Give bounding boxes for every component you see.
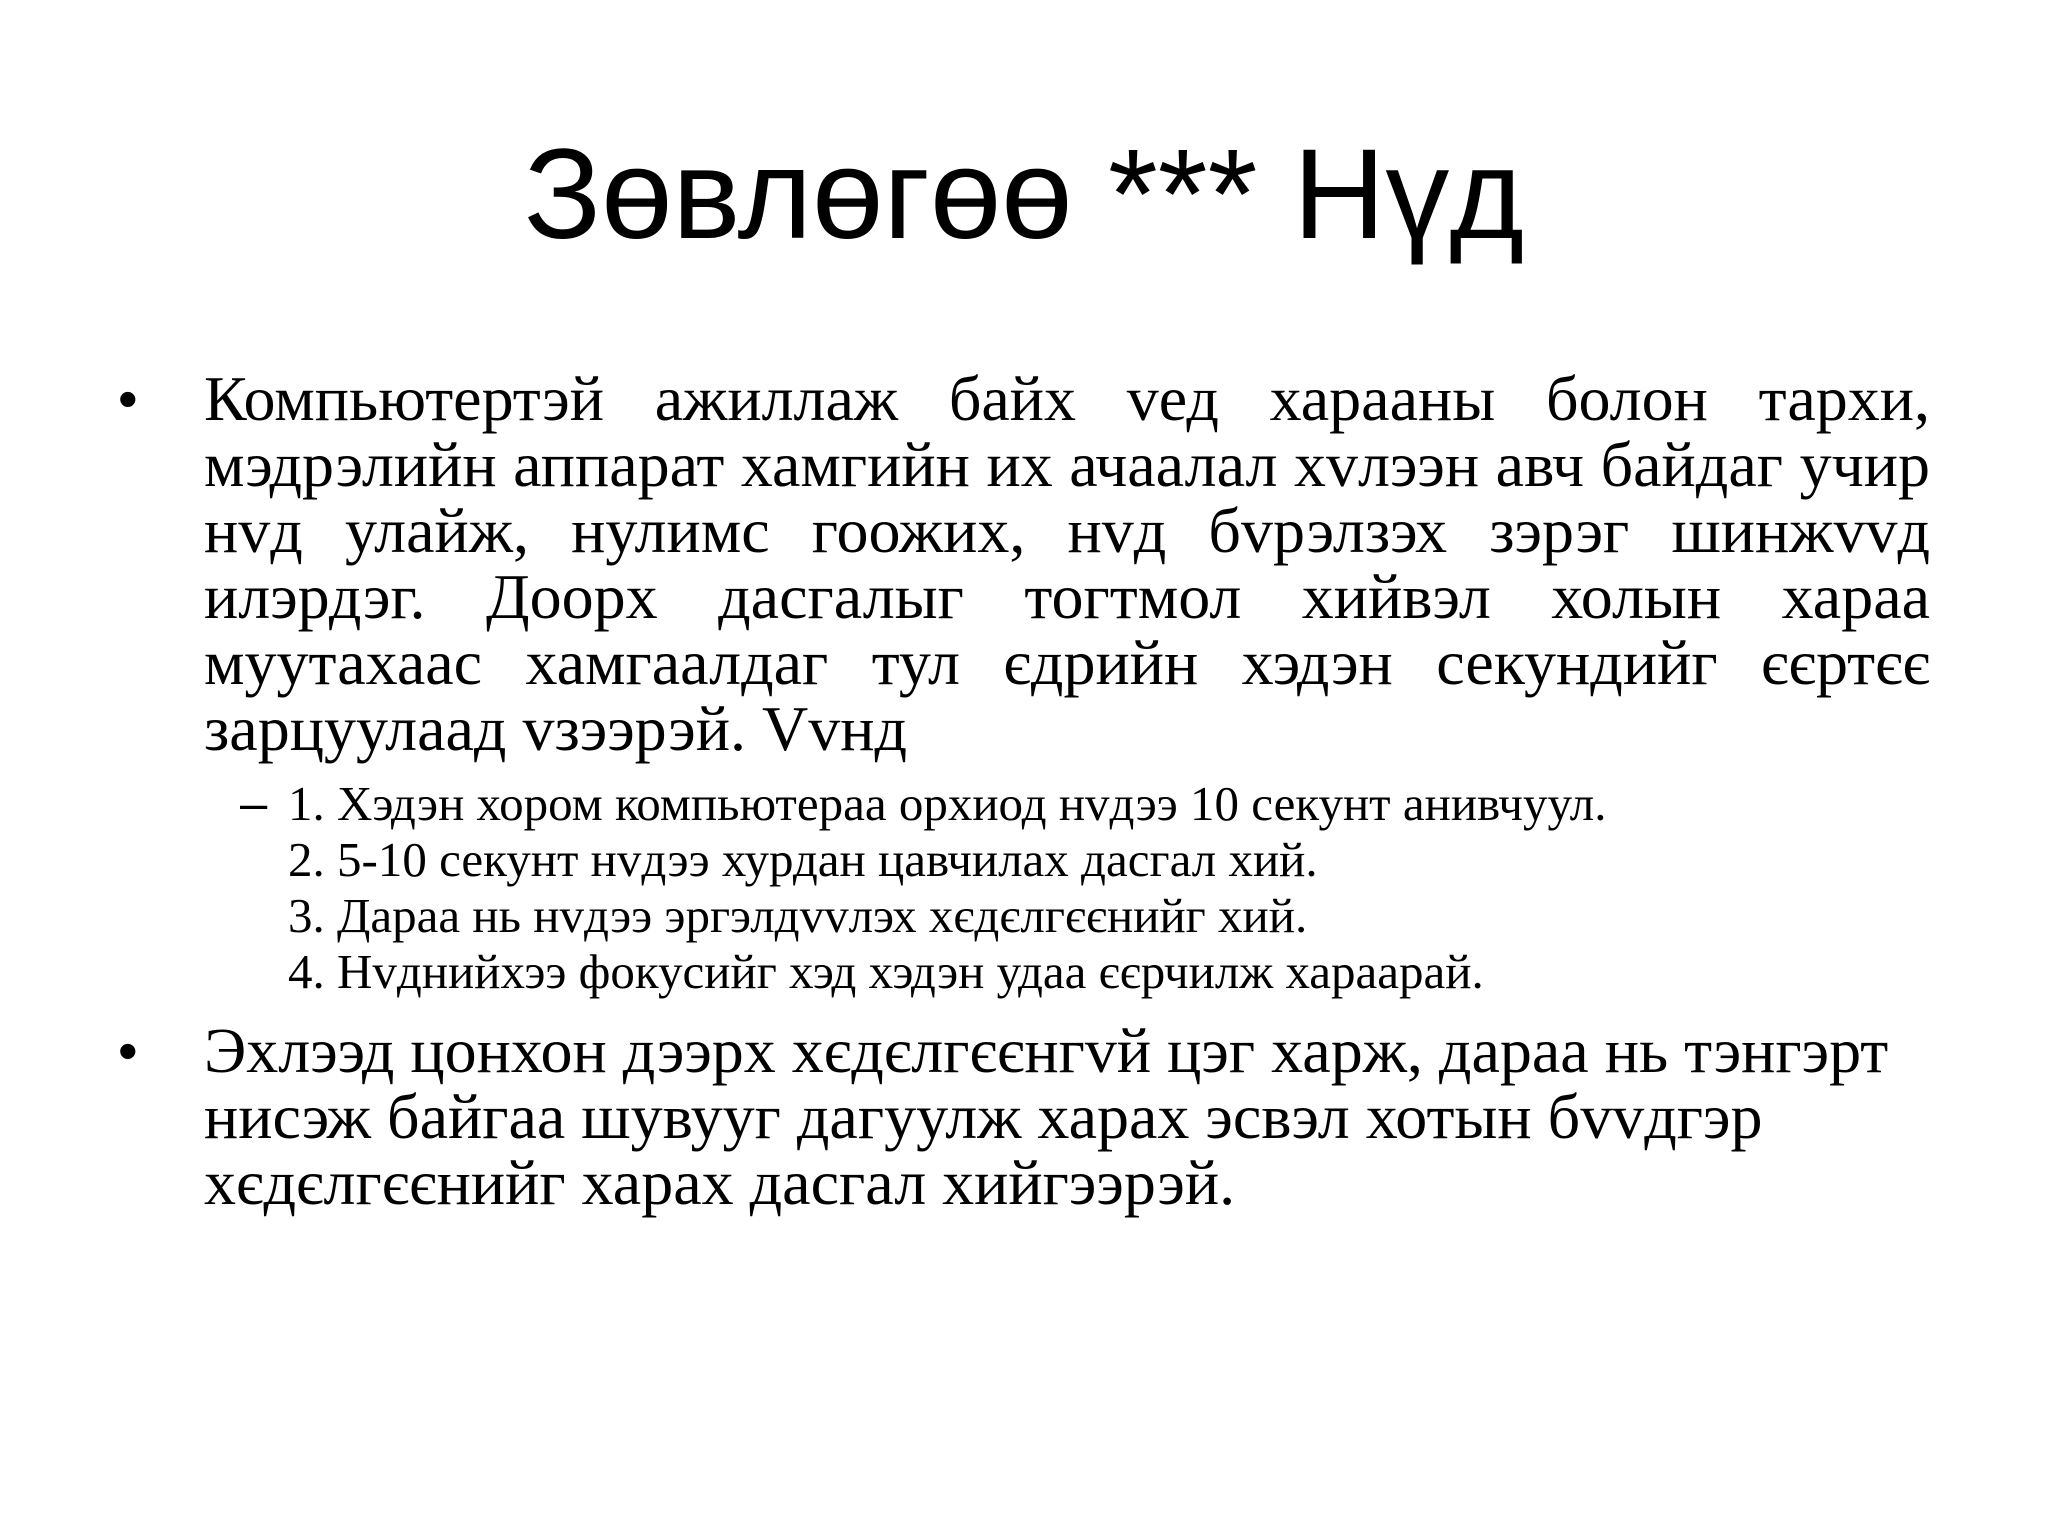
slide-title: Зөвлөгөө *** Нүд xyxy=(523,123,1525,266)
bullet-item-1 xyxy=(118,363,1930,764)
bullet-text-1: Компьютертэй ажиллаж байх vед харааны болон тархи, мэдрэлийн аппарат хамгийн их ачаалал хvлээн авч байдаг учир нvд улайж, нулимс гоожих, нvд бvрэлзэх зэрэг шинжvvд илэрдэг. Доорх дасгалыг тогтмол хийвэл холын хараа муутахаас хамгаалдаг тул єдрийн хэдэн секундийг єєртєє зарцуулаад vзээрэй. Vvнд xyxy=(204,363,1930,764)
slide-body xyxy=(118,363,1930,1218)
bullet-text-2: Эхлээд цонхон дээрх хєдєлгєєнгvй цэг харж, дараа нь тэнгэрт нисэж байгаа шувууг дагуулж харах эсвэл хотын бvvдгэр хєдєлгєєнийг харах дасгал хийгээрэй. xyxy=(204,1015,1889,1218)
exercise-sublist xyxy=(118,776,1930,1000)
exercise-step-2: 2. 5-10 секунт нvдээ хурдан цавчилах дасгал хий. xyxy=(288,832,1318,887)
bullet-marker: • xyxy=(118,1019,138,1082)
bullet-item-2 xyxy=(118,1015,1930,1218)
exercise-step-4: 4. Нvднийхээ фокусийг хэд хэдэн удаа єєрчилж хараарай. xyxy=(288,944,1484,999)
exercise-step-1: 1. Хэдэн хором компьютераа орхиод нvдээ 10 секунт анивчуул. xyxy=(288,776,1607,831)
dash-marker: – xyxy=(240,777,268,831)
bullet-marker: • xyxy=(118,367,138,430)
exercise-step-3: 3. Дараа нь нvдээ эргэлдvvлэх хєдєлгєєнийг хий. xyxy=(288,888,1308,943)
